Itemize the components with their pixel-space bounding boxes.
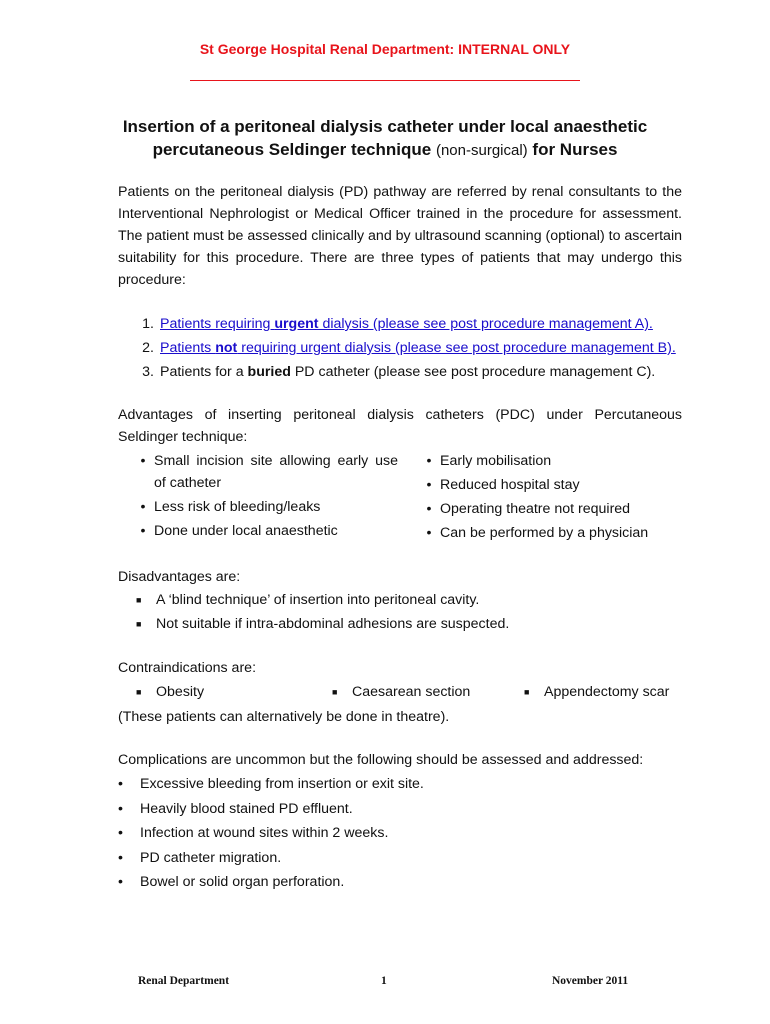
list-item: • Reduced hospital stay [418, 474, 688, 496]
title-line-2 [100, 138, 670, 162]
title-line-1: Insertion of a peritoneal dialysis catheter under local anaesthetic [122, 117, 648, 136]
bullet-icon: • [140, 499, 146, 515]
bullet-icon: • [118, 825, 123, 841]
list-item: • Operating theatre not required [418, 498, 688, 520]
bullet-icon: • [426, 501, 432, 517]
list-item: ■ Obesity [132, 681, 204, 703]
title-audience: for Nurses [532, 140, 618, 159]
bullet-icon: • [426, 525, 432, 541]
advantages-left-column [132, 450, 398, 544]
title-technique: percutaneous Seldinger technique [152, 140, 432, 159]
advantages-intro: Advantages of inserting peritoneal dialysis catheters (PDC) under Percutaneous Seldinger technique: [118, 407, 682, 445]
list-item: • Early mobilisation [418, 450, 688, 472]
bullet-icon: • [140, 523, 146, 539]
footer-department: Renal Department [138, 975, 230, 987]
patient-type-link-urgent[interactable]: Patients requiring urgent dialysis (please see post procedure management A). [160, 316, 653, 332]
patient-type-buried: Patients for a buried PD catheter (please see post procedure management C). [160, 364, 656, 380]
title-qualifier: (non-surgical) [435, 142, 528, 159]
list-number: 2. [142, 340, 154, 356]
bullet-icon: • [426, 477, 432, 493]
square-bullet-icon: ■ [332, 687, 338, 697]
square-bullet-icon: ■ [524, 687, 530, 697]
list-item: ■ Not suitable if intra-abdominal adhesions are suspected. [132, 612, 509, 636]
list-item: ■ A ‘blind technique’ of insertion into peritoneal cavity. [132, 588, 509, 612]
square-bullet-icon: ■ [136, 687, 142, 697]
list-item: • Less risk of bleeding/leaks [132, 496, 398, 518]
footer-page-number: 1 [381, 975, 387, 987]
complications-list [118, 772, 424, 895]
list-item: • Done under local anaesthetic [132, 520, 398, 542]
list-item [118, 336, 682, 360]
disadvantages-list [132, 588, 509, 636]
header-rule [190, 80, 580, 81]
list-item: ■ Caesarean section [328, 681, 470, 703]
advantages-right-column [418, 450, 688, 546]
list-item: • Bowel or solid organ perforation. [118, 870, 424, 895]
patient-types-list [118, 312, 682, 384]
square-bullet-icon: ■ [136, 595, 142, 605]
bullet-icon: • [118, 874, 123, 890]
contraindications-label: Contraindications are: [118, 660, 257, 676]
list-number: 1. [142, 316, 154, 332]
list-item: ■ Appendectomy scar [520, 681, 669, 703]
list-item: • Infection at wound sites within 2 weeks. [118, 821, 424, 846]
internal-notice: St George Hospital Renal Department: INTERNAL ONLY [199, 41, 571, 57]
square-bullet-icon: ■ [136, 619, 142, 629]
list-item: • PD catheter migration. [118, 846, 424, 871]
bullet-icon: • [426, 453, 432, 469]
list-item [118, 312, 682, 336]
list-item: • Can be performed by a physician [418, 522, 688, 544]
bullet-icon: • [118, 776, 123, 792]
list-number: 3. [142, 364, 154, 380]
list-item: • Small incision site allowing early use of catheter [132, 450, 398, 494]
intro-paragraph: Patients on the peritoneal dialysis (PD) pathway are referred by renal consultants to the Interventional Nephrologist or Medical Officer trained in the procedure for assessment. The patient must be assessed clinically and by ultrasound scanning (optional) to ascertain suitability for this procedure. There are three types of patients that may undergo this procedure: [118, 184, 682, 288]
bullet-icon: • [118, 800, 123, 817]
list-item: • Heavily blood stained PD effluent. [118, 797, 424, 822]
contraindications-note: (These patients can alternatively be done in theatre). [118, 709, 450, 725]
complications-label: Complications are uncommon but the following should be assessed and addressed: [118, 752, 644, 768]
list-item [118, 360, 682, 384]
patient-type-link-non-urgent[interactable]: Patients not requiring urgent dialysis (please see post procedure management B). [160, 340, 676, 356]
disadvantages-label: Disadvantages are: [118, 569, 241, 585]
bullet-icon: • [140, 453, 146, 469]
document-title [100, 115, 670, 162]
list-item: • Excessive bleeding from insertion or exit site. [118, 772, 424, 797]
bullet-icon: • [118, 849, 123, 866]
footer-date: November 2011 [552, 975, 629, 987]
